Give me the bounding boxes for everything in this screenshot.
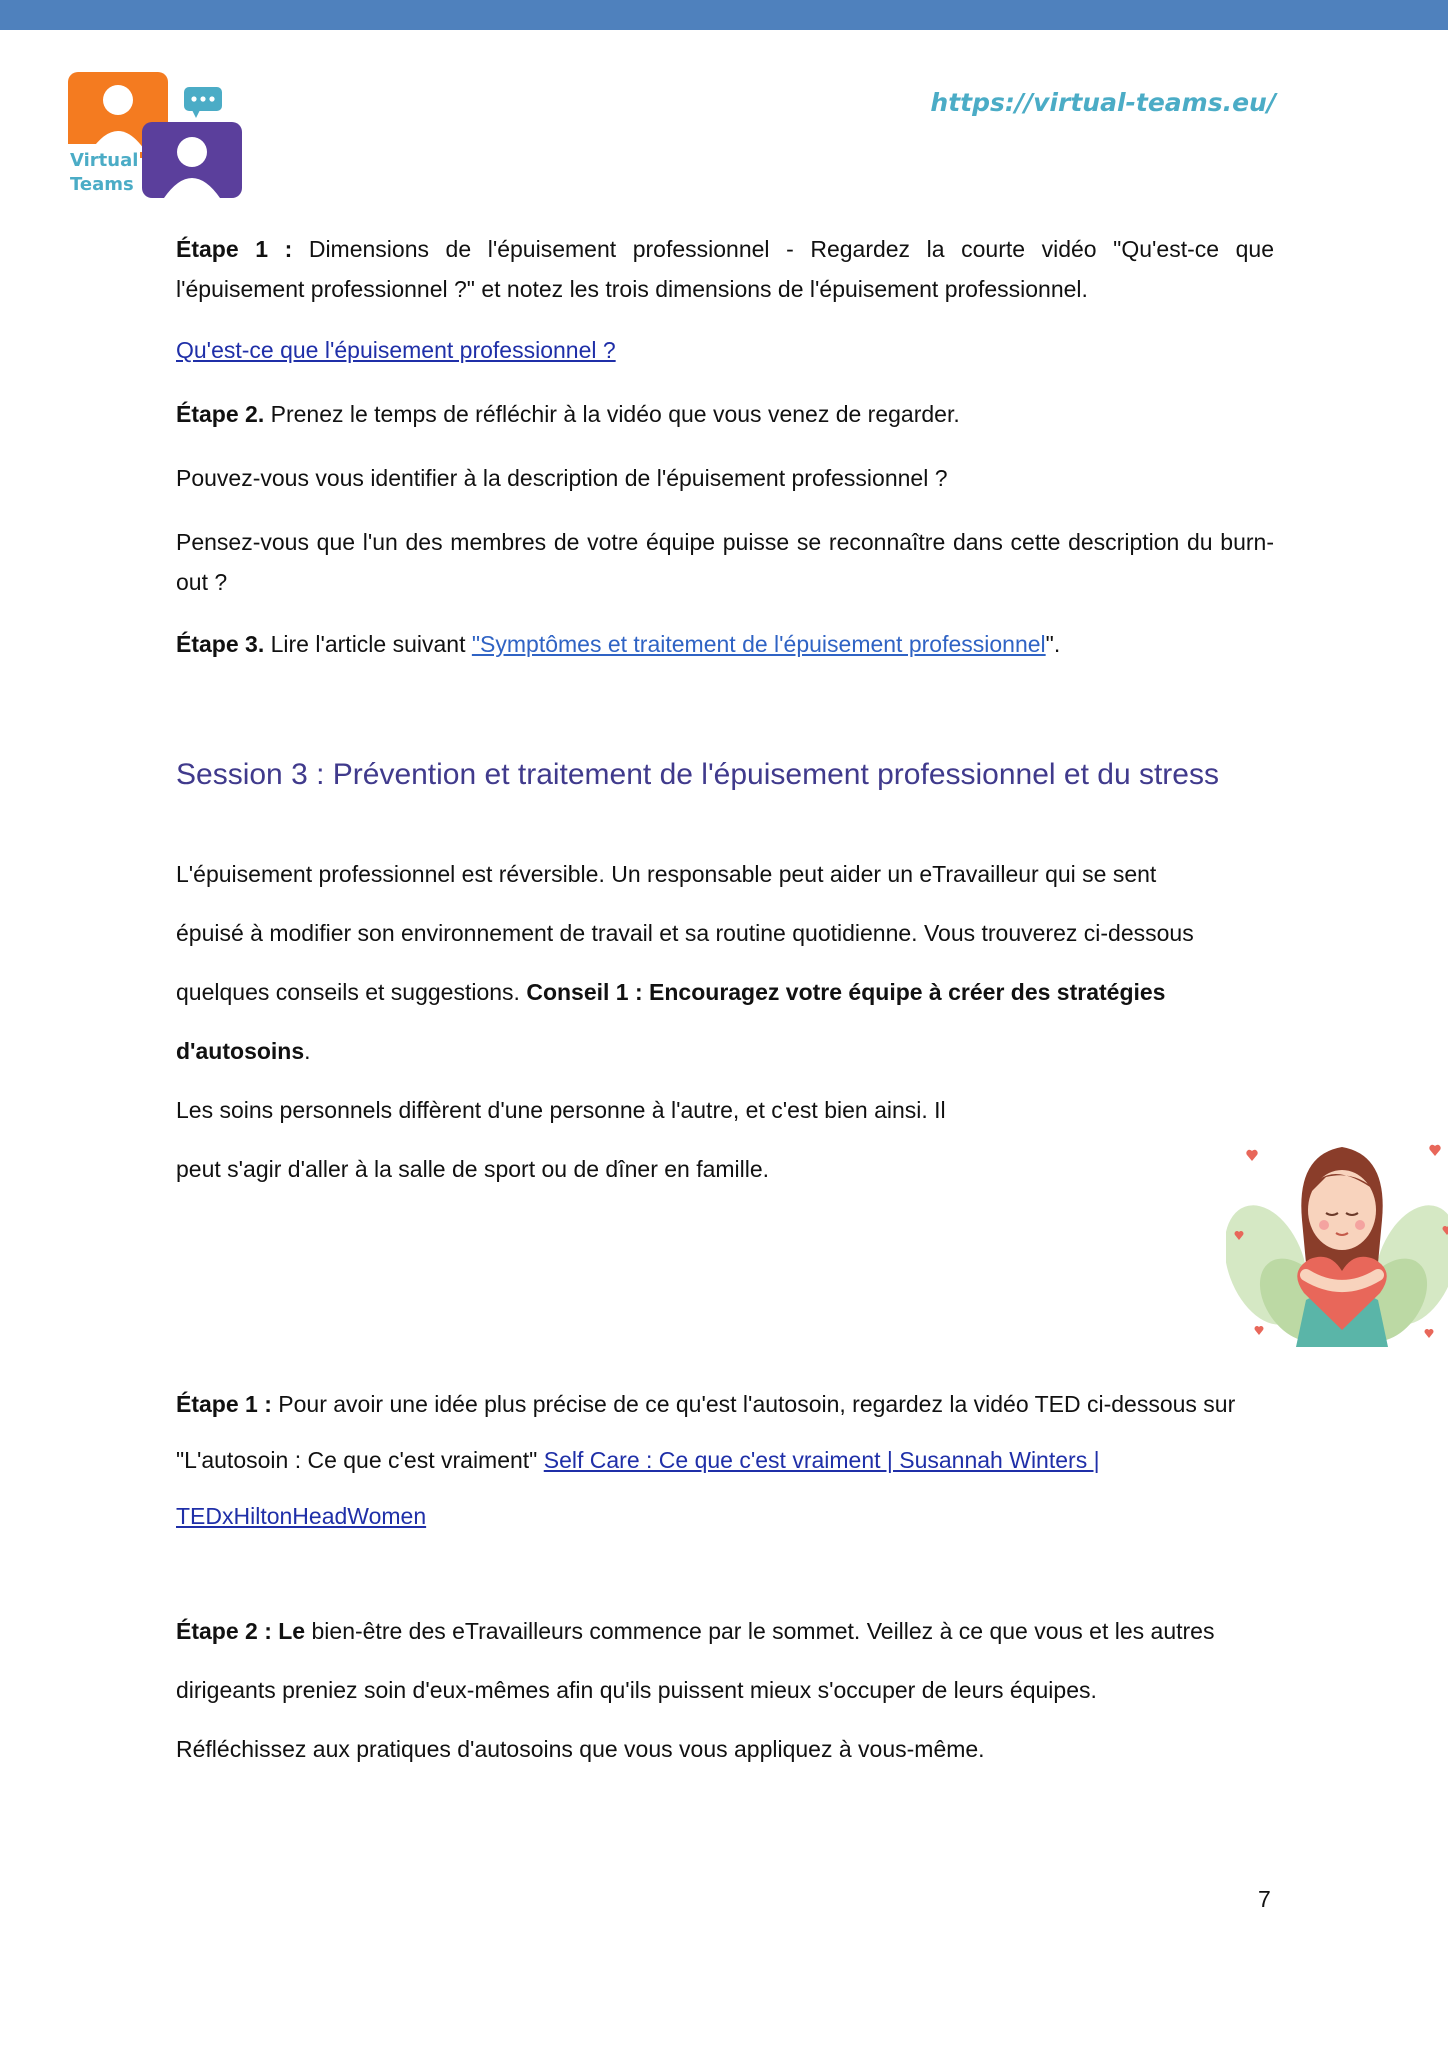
question1-paragraph: Pouvez-vous vous identifier à la description de l'épuisement professionnel ? [176, 465, 948, 491]
block2-step1-label: Étape 1 : [176, 1391, 272, 1417]
tip1-period: . [304, 1038, 311, 1064]
site-url: https://virtual-teams.eu/ [930, 88, 1276, 117]
video-link-paragraph [176, 330, 1274, 370]
block2-step1-line-2 [176, 1440, 1274, 1480]
block2-step2-line-3: Réfléchissez aux pratiques d'autosoins que vous vous appliquez à vous-même. [176, 1736, 985, 1762]
intro-line-2: épuisé à modifier son environnement de travail et sa routine quotidienne. Vous trouverez ci-dessous [176, 920, 1194, 946]
block2-step2-line-1 [176, 1611, 1274, 1651]
step2-label: Étape 2. [176, 401, 265, 427]
tip1-heading: Conseil 1 : Encouragez votre équipe à créer des stratégies [526, 979, 1166, 1005]
step3-text: Lire l'article suivant [264, 631, 472, 657]
ted-video-link-end[interactable]: TEDxHiltonHeadWomen [176, 1503, 427, 1529]
logo-text-virtual: Virtual [70, 150, 139, 171]
block2-step1-text: Pour avoir une idée plus précise de ce qu'est l'autosoin, regardez la vidéo TED ci-dessous sur [271, 1391, 1236, 1417]
page-number: 7 [1258, 1886, 1271, 1912]
step2-text: Prenez le temps de réfléchir à la vidéo que vous venez de regarder. [264, 401, 960, 427]
block2-step1-line-3 [176, 1496, 1274, 1536]
step1-text: Dimensions de l'épuisement professionnel - Regardez la courte vidéo "Qu'est-ce que l'épuisement professionnel ?" et notez les trois dimensions de l'épuisement professionnel. [176, 236, 1274, 302]
block2-step2-line-2: dirigeants preniez soin d'eux-mêmes afin qu'ils puissent mieux s'occuper de leurs équipes. [176, 1677, 1097, 1703]
step2-paragraph [176, 394, 1274, 434]
step3-end: ". [1045, 631, 1061, 657]
block2-step2-label: Étape 2 : Le [176, 1618, 306, 1644]
burnout-video-link[interactable]: Qu'est-ce que l'épuisement professionnel ? [176, 337, 616, 363]
intro-line-3 [176, 972, 1274, 1012]
tip1-line-2 [176, 1031, 1274, 1071]
step1-label: Étape 1 : [176, 236, 293, 262]
top-bar [0, 0, 1448, 30]
self-care-line-1: Les soins personnels diffèrent d'une personne à l'autre, et c'est bien ainsi. Il [176, 1097, 946, 1123]
self-care-line-2: peut s'agir d'aller à la salle de sport ou de dîner en famille. [176, 1156, 770, 1182]
symptoms-article-link[interactable]: "Symptômes et traitement de l'épuisement professionnel [471, 631, 1046, 657]
question2-paragraph: Pensez-vous que l'un des membres de votre équipe puisse se reconnaître dans cette description du burn-out ? [176, 529, 1274, 595]
block2-step1-text-2: "L'autosoin : Ce que c'est vraiment" [176, 1447, 544, 1473]
virtual-teams-logo [68, 70, 243, 198]
block2-step2-text: bien-être des eTravailleurs commence par le sommet. Veillez à ce que vous et les autres [305, 1618, 1215, 1644]
intro-line-3-text: quelques conseils et suggestions. [176, 979, 527, 1005]
session-3-heading: Session 3 : Prévention et traitement de l'épuisement professionnel et du stress [176, 758, 1219, 791]
logo-text-teams: Teams [70, 174, 134, 195]
ted-video-link[interactable]: Self Care : Ce que c'est vraiment | Susannah Winters | [543, 1447, 1100, 1473]
self-care-illustration [1226, 1125, 1448, 1347]
step3-paragraph [176, 624, 1274, 664]
intro-line-1: L'épuisement professionnel est réversible. Un responsable peut aider un eTravailleur qui se sent [176, 861, 1157, 887]
step3-label: Étape 3. [176, 631, 265, 657]
tip1-heading-end: d'autosoins [176, 1038, 305, 1064]
step1-paragraph [176, 229, 1274, 309]
block2-step1-line-1 [176, 1384, 1274, 1424]
